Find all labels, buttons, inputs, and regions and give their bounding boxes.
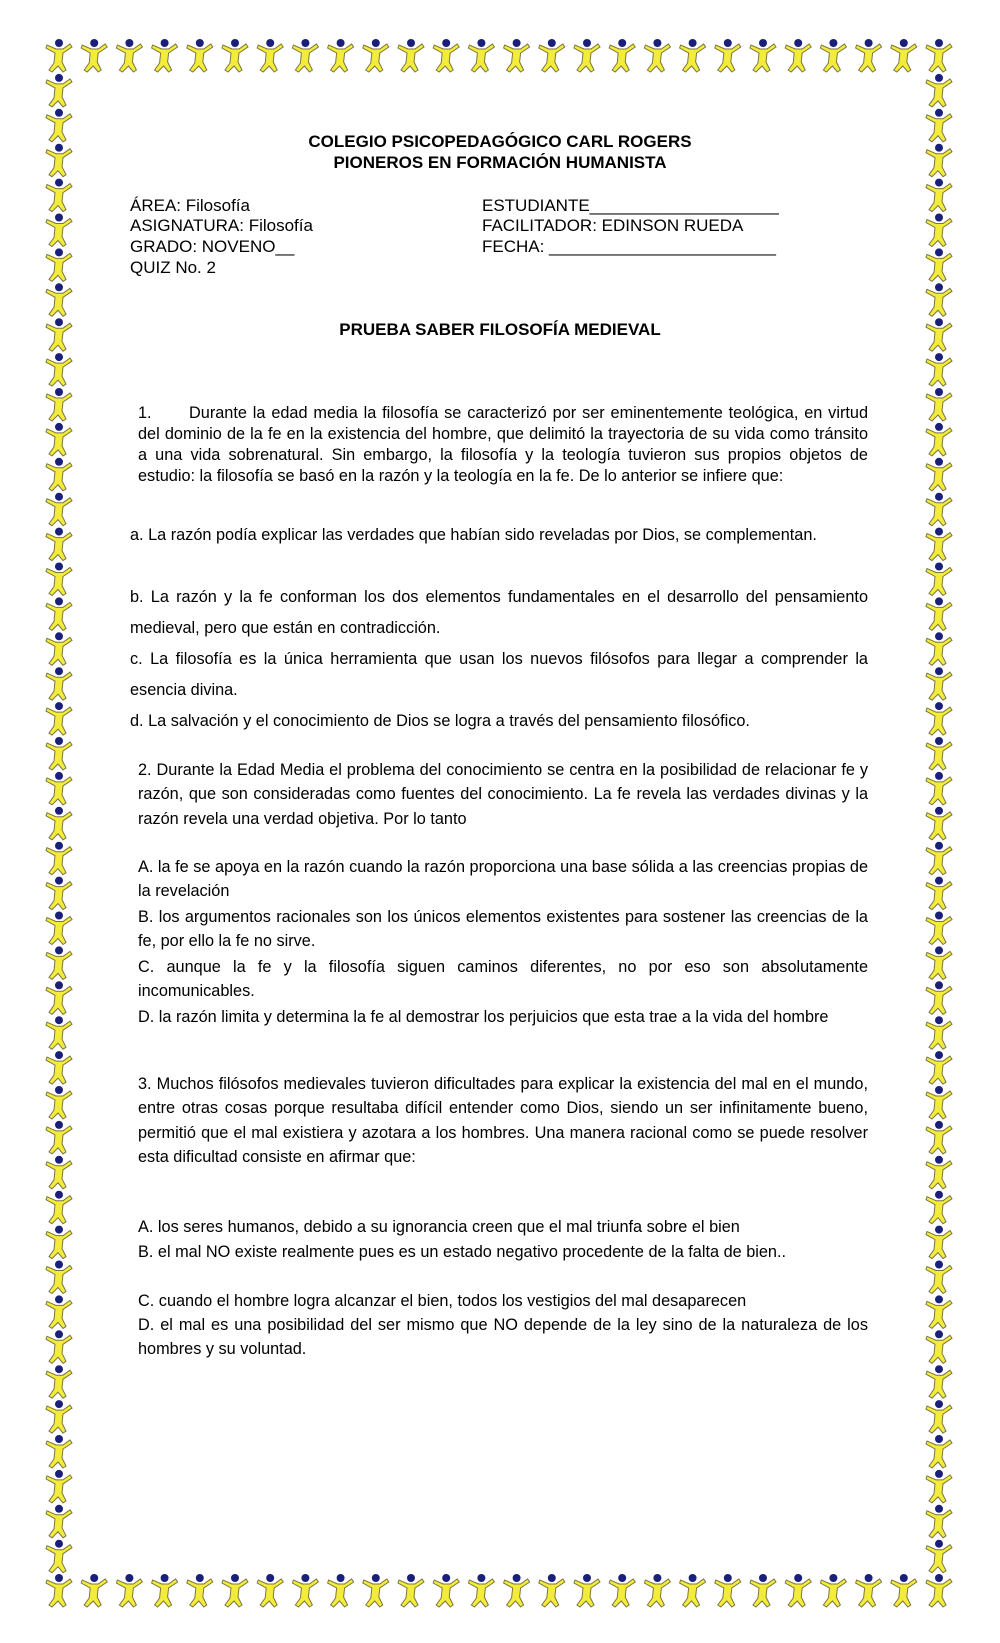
figure-icon xyxy=(715,1574,741,1607)
figure-icon xyxy=(46,353,72,386)
figure-icon xyxy=(46,737,72,770)
figure-icon xyxy=(46,842,72,875)
figure-icon xyxy=(926,1226,952,1259)
figure-icon xyxy=(926,1365,952,1398)
figure-icon xyxy=(926,528,952,561)
figure-icon xyxy=(926,1330,952,1363)
question-1-option-c: c. La filosofía es la única herramienta que usan los nuevos filósofos para llegar a comprender la esencia divina. xyxy=(130,650,868,699)
figure-icon xyxy=(926,1156,952,1189)
figure-icon xyxy=(926,737,952,770)
figure-icon xyxy=(609,1574,635,1607)
figure-icon xyxy=(926,1400,952,1433)
figure-icon xyxy=(926,807,952,840)
figure-icon xyxy=(750,39,776,72)
figure-icon xyxy=(926,179,952,212)
figure-icon xyxy=(644,1574,670,1607)
figure-icon xyxy=(926,667,952,700)
figure-icon xyxy=(926,353,952,386)
figure-icon xyxy=(46,283,72,316)
quiz-number: QUIZ No. 2 xyxy=(130,258,216,277)
figure-icon xyxy=(574,39,600,72)
figure-icon xyxy=(926,388,952,421)
figure-icon xyxy=(46,1540,72,1573)
grado-field: GRADO: NOVENO__ xyxy=(130,237,295,256)
school-motto: PIONEROS EN FORMACIÓN HUMANISTA xyxy=(333,153,667,172)
figure-icon xyxy=(81,39,107,72)
figure-icon xyxy=(46,248,72,281)
figure-icon xyxy=(680,39,706,72)
figure-icon xyxy=(926,1574,952,1607)
figure-icon xyxy=(222,1574,248,1607)
figure-icon xyxy=(926,283,952,316)
question-1-option-a: a. La razón podía explicar las verdades que habían sido reveladas por Dios, se complementan. xyxy=(130,526,817,544)
figure-icon xyxy=(926,1016,952,1049)
figure-icon xyxy=(46,74,72,107)
figure-icon xyxy=(46,1086,72,1119)
question-3: 3. Muchos filósofos medievales tuvieron dificultades para explicar la existencia del mal en el mundo, entre otras cosas porque resultaba difícil entender como Dios, siendo un ser infinitamente bueno, permitió que el mal existiera y azotara a los hombres. Una manera racional como se puede resolver esta dificultad consiste en afirmar que: xyxy=(138,1075,868,1167)
question-3-option-d: D. el mal es una posibilidad del ser mismo que NO depende de la ley sino de la naturaleza de los hombres y su voluntad. xyxy=(138,1316,868,1359)
figure-icon xyxy=(257,1574,283,1607)
figure-icon xyxy=(433,39,459,72)
figure-icon xyxy=(116,39,142,72)
figure-icon xyxy=(152,39,178,72)
figure-icon xyxy=(926,493,952,526)
question-2-option-b: B. los argumentos racionales son los únicos elementos existentes para sostener las creencias de la fe, por ello la fe no sirve. xyxy=(138,908,868,951)
figure-icon xyxy=(926,1191,952,1224)
figure-icon xyxy=(715,39,741,72)
question-1-option-d: d. La salvación y el conocimiento de Dios se logra a través del pensamiento filosófico. xyxy=(130,712,750,730)
figure-icon xyxy=(820,1574,846,1607)
figure-icon xyxy=(820,39,846,72)
question-1-option-b: b. La razón y la fe conforman los dos elementos fundamentales en el desarrollo del pensamiento medieval, pero que están en contradicción. xyxy=(130,588,868,637)
figure-icon xyxy=(926,946,952,979)
question-2-option-c: C. aunque la fe y la filosofía siguen caminos diferentes, no por eso son absolutamente incomunicables. xyxy=(138,958,868,1001)
figure-icon xyxy=(433,1574,459,1607)
figure-icon xyxy=(46,1295,72,1328)
figure-icon xyxy=(926,702,952,735)
figure-icon xyxy=(785,39,811,72)
figure-icon xyxy=(46,877,72,910)
question-2-option-d: D. la razón limita y determina la fe al demostrar los perjuicios que esta trae a la vida del hombre xyxy=(138,1008,829,1026)
figure-icon xyxy=(187,39,213,72)
figure-icon xyxy=(926,597,952,630)
area-field: ÁREA: Filosofía xyxy=(130,196,250,215)
figure-icon xyxy=(926,632,952,665)
figure-icon xyxy=(116,1574,142,1607)
figure-icon xyxy=(46,981,72,1014)
fecha-field: FECHA: ________________________ xyxy=(482,237,776,256)
question-3-option-c: C. cuando el hombre logra alcanzar el bien, todos los vestigios del mal desaparecen xyxy=(138,1292,747,1310)
figure-icon xyxy=(785,1574,811,1607)
figure-icon xyxy=(46,1435,72,1468)
figure-icon xyxy=(46,528,72,561)
figure-icon xyxy=(926,1086,952,1119)
figure-icon xyxy=(926,214,952,247)
figure-icon xyxy=(46,458,72,491)
figure-icon xyxy=(609,39,635,72)
figure-icon xyxy=(398,1574,424,1607)
figure-icon xyxy=(46,563,72,596)
figure-icon xyxy=(856,39,882,72)
figure-icon xyxy=(81,1574,107,1607)
figure-icon xyxy=(46,214,72,247)
figure-icon xyxy=(46,667,72,700)
figure-icon xyxy=(856,1574,882,1607)
figure-icon xyxy=(926,1435,952,1468)
figure-icon xyxy=(680,1574,706,1607)
figure-icon xyxy=(46,1191,72,1224)
figure-icon xyxy=(46,1505,72,1538)
figure-icon xyxy=(46,1330,72,1363)
figure-icon xyxy=(468,1574,494,1607)
figure-icon xyxy=(46,423,72,456)
figure-icon xyxy=(46,946,72,979)
figure-icon xyxy=(46,1156,72,1189)
figure-icon xyxy=(926,1121,952,1154)
figure-icon xyxy=(46,1400,72,1433)
figure-icon xyxy=(504,39,530,72)
figure-icon xyxy=(926,772,952,805)
question-2-option-a: A. la fe se apoya en la razón cuando la razón proporciona una base sólida a las creencias propias de la revelación xyxy=(138,858,868,901)
question-1 xyxy=(138,403,868,487)
figure-icon xyxy=(46,632,72,665)
figure-icon xyxy=(504,1574,530,1607)
figure-icon xyxy=(46,1261,72,1294)
school-name: COLEGIO PSICOPEDAGÓGICO CARL ROGERS xyxy=(308,132,692,151)
figure-icon xyxy=(926,981,952,1014)
quiz-title: PRUEBA SABER FILOSOFÍA MEDIEVAL xyxy=(339,320,661,339)
figure-icon xyxy=(750,1574,776,1607)
figure-icon xyxy=(926,1051,952,1084)
figure-icon xyxy=(363,39,389,72)
figure-icon xyxy=(46,1574,72,1607)
figure-icon xyxy=(46,388,72,421)
figure-icon xyxy=(926,1261,952,1294)
figure-icon xyxy=(222,39,248,72)
figure-icon xyxy=(926,1540,952,1573)
figure-icon xyxy=(46,1016,72,1049)
figure-icon xyxy=(46,1470,72,1503)
figure-icon xyxy=(539,39,565,72)
figure-icon xyxy=(46,1365,72,1398)
figure-icon xyxy=(926,248,952,281)
figure-icon xyxy=(926,458,952,491)
question-2: 2. Durante la Edad Media el problema del conocimiento se centra en la posibilidad de relacionar fe y razón, que son consideradas como fuentes del conocimiento. La fe revela las verdades divinas y la razón revela una verdad objetiva. Por lo tanto xyxy=(138,761,868,828)
figure-icon xyxy=(363,1574,389,1607)
question-3-option-a: A. los seres humanos, debido a su ignorancia creen que el mal triunfa sobre el bien xyxy=(138,1218,740,1236)
figure-icon xyxy=(46,1051,72,1084)
figure-icon xyxy=(926,1470,952,1503)
figure-icon xyxy=(328,39,354,72)
asignatura-field: ASIGNATURA: Filosofía xyxy=(130,216,313,235)
figure-icon xyxy=(257,39,283,72)
figure-icon xyxy=(292,39,318,72)
figure-icon xyxy=(152,1574,178,1607)
figure-icon xyxy=(398,39,424,72)
figure-icon xyxy=(926,74,952,107)
question-1-text: Durante la edad media la filosofía se caracterizó por ser eminentemente teológica, en virtud del dominio de la fe en la existencia del hombre, que delimitó la trayectoria de su vida como tránsito a una vida sobrenatural. Sin embargo, la filosofía y la teología tuvieron sus propios objetos de estudio: la filosofía se basó en la razón y la teología en la fe. De lo anterior se infiere que: xyxy=(138,404,868,485)
estudiante-field: ESTUDIANTE____________________ xyxy=(482,196,779,215)
figure-icon xyxy=(926,877,952,910)
figure-icon xyxy=(539,1574,565,1607)
figure-icon xyxy=(926,39,952,72)
figure-icon xyxy=(468,39,494,72)
figure-icon xyxy=(926,1505,952,1538)
figure-icon xyxy=(46,1226,72,1259)
figure-icon xyxy=(926,423,952,456)
figure-icon xyxy=(46,772,72,805)
figure-icon xyxy=(46,493,72,526)
figure-icon xyxy=(46,807,72,840)
figure-icon xyxy=(891,1574,917,1607)
figure-icon xyxy=(328,1574,354,1607)
figure-icon xyxy=(574,1574,600,1607)
figure-icon xyxy=(926,563,952,596)
question-1-number: 1. xyxy=(138,404,152,422)
figure-icon xyxy=(292,1574,318,1607)
figure-icon xyxy=(46,179,72,212)
question-3-option-b: B. el mal NO existe realmente pues es un estado negativo procedente de la falta de bien.. xyxy=(138,1243,787,1261)
figure-icon xyxy=(46,1121,72,1154)
figure-icon xyxy=(891,39,917,72)
figure-icon xyxy=(926,912,952,945)
figure-icon xyxy=(46,597,72,630)
figure-icon xyxy=(644,39,670,72)
facilitador-field: FACILITADOR: EDINSON RUEDA xyxy=(482,216,744,235)
figure-icon xyxy=(46,912,72,945)
figure-icon xyxy=(46,39,72,72)
figure-icon xyxy=(926,1295,952,1328)
figure-icon xyxy=(926,842,952,875)
figure-icon xyxy=(187,1574,213,1607)
figure-icon xyxy=(46,702,72,735)
